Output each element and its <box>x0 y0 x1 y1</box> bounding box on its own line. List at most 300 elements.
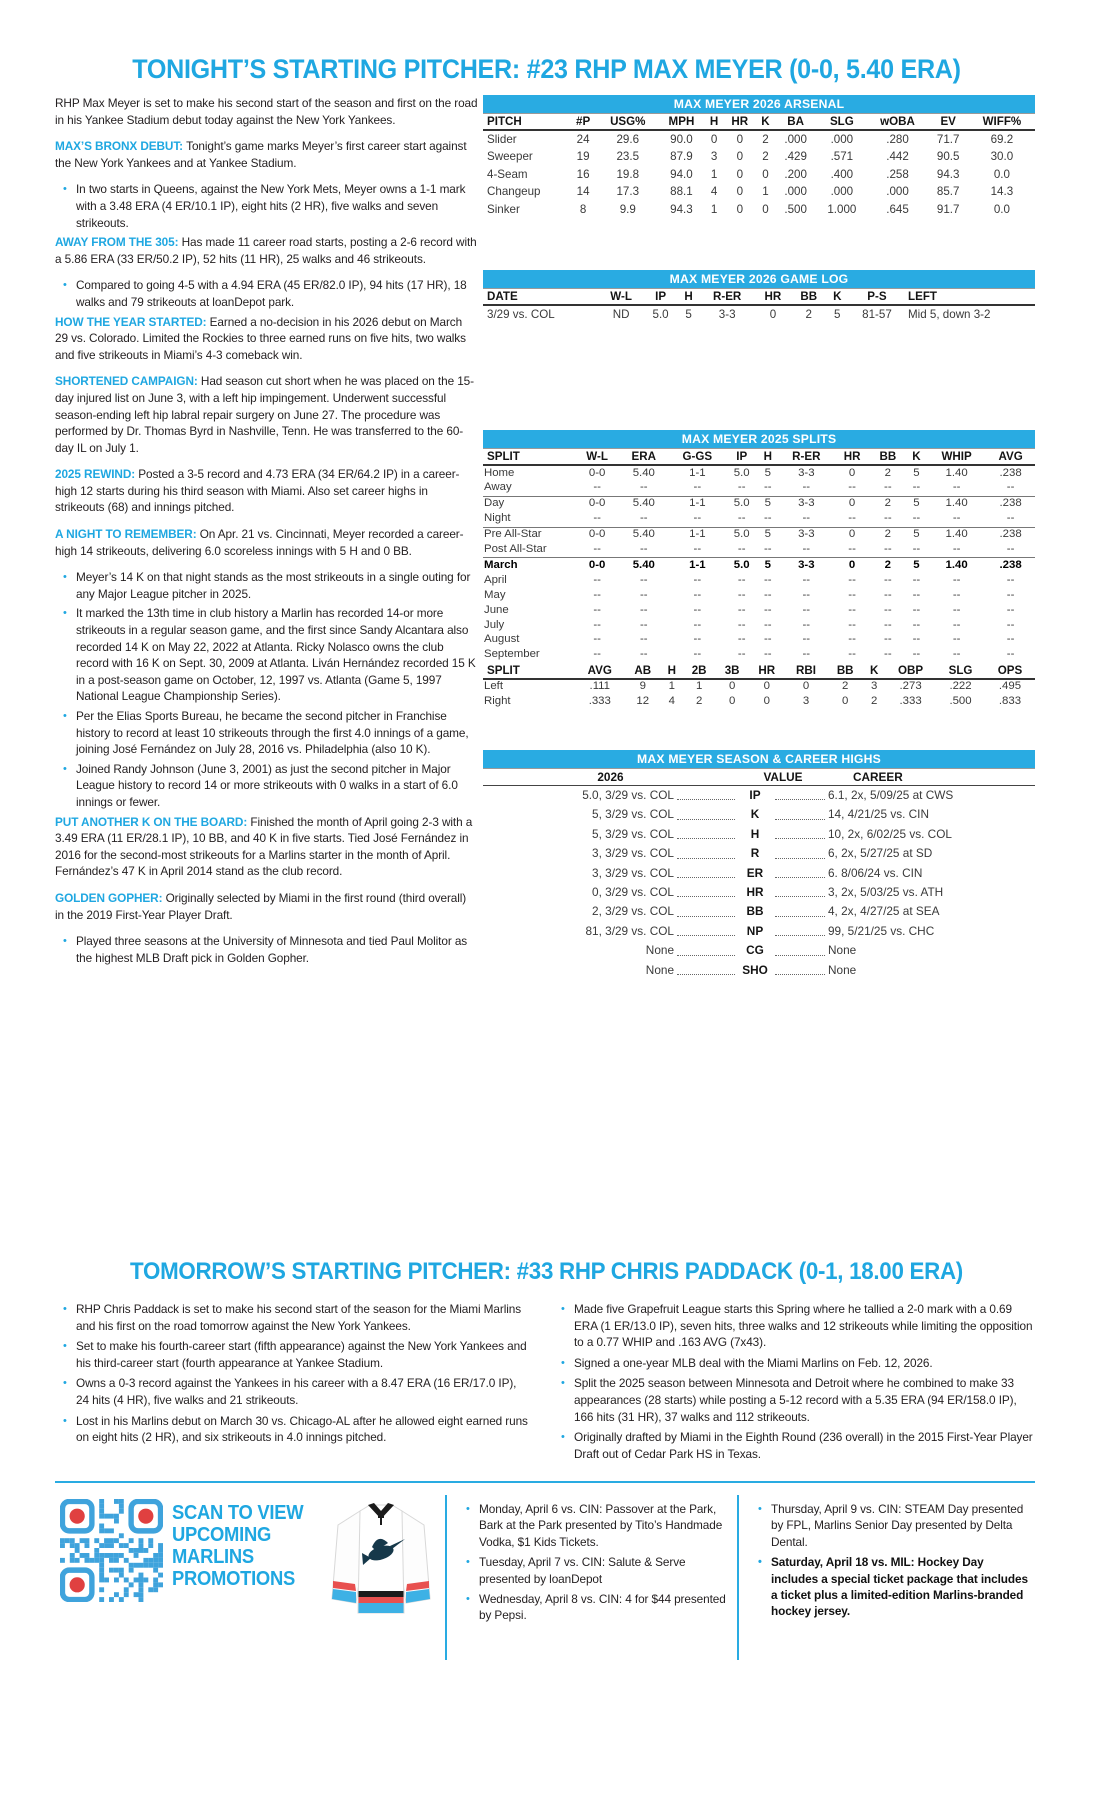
table-cell: Pre All-Star <box>484 528 542 541</box>
table-cell: -- <box>693 648 702 661</box>
stat-abbreviation: ER <box>746 865 764 880</box>
table-cell: 1.40 <box>945 558 968 571</box>
table-cell: -- <box>952 633 961 646</box>
table-cell: 3 <box>802 695 810 708</box>
table-cell: 0 <box>848 497 856 510</box>
note-paragraph: 2025 REWIND: Posted a 3-5 record and 4.73 ERA (34 ER/64.2 IP) in a career-high 12 starts during his third season with Miami. Also set career highs in strikeouts (68) and innings pitched. <box>55 467 460 515</box>
table-cell: -- <box>778 543 834 558</box>
table-cell: 0 <box>710 132 718 146</box>
tomorrow-starter-title: TOMORROW’S STARTING PITCHER: #33 RHP CHRIS PADDACK (0-1, 18.00 ERA) <box>130 1258 963 1285</box>
table-cell: -- <box>912 603 921 616</box>
table-cell: -- <box>848 648 856 661</box>
column-header: OPS <box>985 663 1035 679</box>
table-cell: 91.7 <box>936 202 960 216</box>
table-cell: 3 <box>710 150 718 163</box>
table-cell: -- <box>870 481 906 496</box>
column-header: DATE <box>483 289 599 306</box>
table-cell: 16 <box>576 167 590 181</box>
stat-abbreviation: K <box>750 807 760 822</box>
note-paragraph: AWAY FROM THE 305: Has made 11 career road starts, posting a 2-6 record with a 5.86 ERA (33 ER/50.2 IP), 52 hits (11 HR), 25 walks and 46 strikeouts. <box>55 235 477 266</box>
note-bullet: • Split the 2025 season between Minnesota and Detroit where he combined to make 33 appearances (28 starts) while posting a 5-12 record with a 5.35 ERA (94 ER/158.0 IP), 166 hits (31 HR), 37 walks and 112 strikeouts. <box>557 1375 1035 1425</box>
season-high-value: None <box>483 941 738 960</box>
table-cell: 1-1 <box>689 497 706 510</box>
table-cell: -- <box>778 481 834 496</box>
table-cell: June <box>484 603 509 616</box>
table-cell: 90.5 <box>936 150 960 163</box>
table-cell: 30.0 <box>990 150 1014 163</box>
table-cell: -- <box>726 512 757 527</box>
table-cell: 0 <box>763 680 770 693</box>
scan-text-line: UPCOMING <box>172 1524 272 1546</box>
stat-abbreviation: NP <box>746 923 764 938</box>
table-cell: .258 <box>886 167 909 181</box>
career-high-value: 99, 5/21/25 vs. CHC <box>772 922 1035 941</box>
table-cell: -- <box>927 481 986 496</box>
table-cell: 0 <box>848 558 856 571</box>
table-cell: 1 <box>762 185 769 198</box>
column-header: W-L <box>599 289 643 306</box>
table-cell: -- <box>1006 603 1015 616</box>
table-cell: -- <box>884 648 892 661</box>
table-cell: 3-3 <box>798 558 815 571</box>
column-header: BB <box>827 663 863 679</box>
table-cell: .000 <box>830 185 854 198</box>
table-cell: 0 <box>802 680 810 693</box>
table-cell: 0 <box>763 695 770 708</box>
season-high-value: 3, 3/29 vs. COL <box>483 864 738 883</box>
table-header-row <box>483 289 1035 306</box>
table-cell: -- <box>763 573 772 586</box>
table-row <box>483 512 1035 527</box>
table-cell: -- <box>619 481 668 496</box>
table-cell: -- <box>668 481 726 496</box>
table-cell: -- <box>757 512 778 527</box>
table-cell: Mid 5, down 3-2 <box>908 307 991 321</box>
column-header: AVG <box>575 663 625 679</box>
table-cell: .442 <box>886 150 909 163</box>
dotted-leader <box>677 877 735 878</box>
table-cell: Sweeper <box>487 150 533 163</box>
table-row <box>483 496 1035 511</box>
table-header-row <box>483 663 1035 679</box>
column-header: IP <box>726 449 757 466</box>
table-cell: -- <box>639 573 648 586</box>
note-paragraph: A NIGHT TO REMEMBER: On Apr. 21 vs. Cincinnati, Meyer recorded a career-high 14 strikeouts, delivering 6.0 scoreless innings with 5 H and 0 BB. <box>55 527 464 558</box>
table-cell: -- <box>693 633 702 646</box>
table-cell: 19 <box>576 150 590 163</box>
dotted-leader <box>677 799 735 800</box>
table-cell: 2 <box>871 695 878 708</box>
table-cell: .571 <box>830 150 854 163</box>
column-header: SPLIT <box>483 663 575 679</box>
table-cell: 14.3 <box>990 185 1014 198</box>
table-cell: 1-1 <box>689 558 706 571</box>
highs-col-2026: 2026 <box>597 770 624 784</box>
column-header: SPLIT <box>483 449 575 466</box>
column-header: AB <box>625 663 661 679</box>
column-header: K <box>863 663 885 679</box>
table-cell: 1.40 <box>945 528 968 541</box>
table-cell: -- <box>737 588 746 601</box>
dotted-leader <box>677 819 735 820</box>
table-cell: ND <box>612 307 630 321</box>
table-cell: 5.40 <box>632 528 655 541</box>
career-high-row <box>483 844 1035 863</box>
splits-table-title: MAX MEYER 2025 SPLITS <box>483 430 1035 448</box>
column-header: USG% <box>597 114 658 131</box>
column-header: AVG <box>986 449 1035 466</box>
table-cell: 85.7 <box>936 185 960 198</box>
table-cell: -- <box>593 573 601 586</box>
table-row <box>483 543 1035 558</box>
table-row <box>483 130 1035 149</box>
table-cell: 1.40 <box>945 497 968 510</box>
note-lead: A NIGHT TO REMEMBER: <box>55 527 200 542</box>
table-cell: .238 <box>999 497 1022 510</box>
tonight-starter-title: TONIGHT’S STARTING PITCHER: #23 RHP MAX MEYER (0-0, 5.40 ERA) <box>132 54 961 84</box>
table-cell: 5 <box>685 307 692 321</box>
table-cell: .333 <box>588 695 611 708</box>
table-cell: 0 <box>762 202 769 216</box>
table-cell: -- <box>1006 618 1015 631</box>
table-cell: April <box>484 573 507 586</box>
table-cell: -- <box>575 543 619 558</box>
table-cell: -- <box>848 588 856 601</box>
career-high-value: 10, 2x, 6/02/25 vs. COL <box>772 825 1035 844</box>
tomorrow-notes-right-column <box>553 1300 1035 1466</box>
table-cell: 29.6 <box>616 132 640 146</box>
qr-code <box>60 1499 163 1602</box>
column-header: K <box>827 289 848 306</box>
table-cell: 5.40 <box>632 497 655 510</box>
column-header: P-S <box>848 289 906 306</box>
table-row <box>483 305 1035 324</box>
highs-table-title: MAX MEYER SEASON & CAREER HIGHS <box>483 750 1035 768</box>
table-cell: 19.8 <box>616 167 640 181</box>
column-header: W-L <box>575 449 619 466</box>
table-cell: -- <box>668 512 726 527</box>
table-cell: -- <box>927 543 986 558</box>
table-cell: 0 <box>736 202 744 216</box>
column-header: R-ER <box>778 449 834 466</box>
table-cell: .238 <box>999 528 1022 541</box>
table-row <box>483 149 1035 167</box>
table-cell: -- <box>619 543 668 558</box>
stat-table <box>483 448 1035 663</box>
table-cell: .222 <box>949 680 972 693</box>
table-cell: .238 <box>999 558 1022 571</box>
table-row <box>483 481 1035 496</box>
table-cell: 0-0 <box>588 497 606 510</box>
dotted-leader <box>775 974 825 975</box>
note-bullet: • Per the Elias Sports Bureau, he became the second pitcher in Franchise history to record at least 10 strikeouts through the first 4.0 innings of a game, joining José Fernández on July 28, 2016 vs. Philadelphia (also 10 K). <box>59 708 478 758</box>
table-cell: 0 <box>848 466 856 479</box>
table-cell: -- <box>1006 648 1015 661</box>
table-cell: 0 <box>848 528 856 541</box>
column-header: 2B <box>683 663 716 679</box>
qr-code-image <box>60 1499 163 1602</box>
table-cell: 0 <box>736 185 744 198</box>
column-header: HR <box>724 114 756 131</box>
table-cell: -- <box>737 618 746 631</box>
table-cell: .000 <box>784 132 807 146</box>
table-cell: 5 <box>913 497 920 510</box>
table-cell: -- <box>884 603 892 616</box>
promotion-item: • Saturday, April 18 vs. MIL: Hockey Day includes a special ticket package that includes a ticket plus a limited-edition Marlins-branded hockey jersey. <box>754 1554 1032 1620</box>
table-cell: 5.40 <box>632 558 655 571</box>
stat-table <box>483 113 1035 219</box>
table-cell: 94.3 <box>670 202 693 216</box>
table-cell: 3/29 vs. COL <box>487 307 555 321</box>
note-lead: HOW THE YEAR STARTED: <box>55 314 210 329</box>
table-cell: -- <box>593 648 601 661</box>
column-header: wOBA <box>867 114 927 131</box>
table-cell: 81-57 <box>862 307 892 321</box>
highs-col-value: VALUE <box>763 770 803 784</box>
table-cell: 1.000 <box>827 202 857 216</box>
stat-table <box>483 288 1035 324</box>
note-paragraph: HOW THE YEAR STARTED: Earned a no-decision in his 2026 debut on March 29 vs. Colorado. Limited the Rockies to three earned runs on five hits, two walks and five strikeouts in Miami’s 4-3 comeback win. <box>55 314 466 362</box>
career-high-row <box>483 805 1035 824</box>
table-cell: 2 <box>695 695 703 708</box>
table-cell: July <box>484 618 505 631</box>
table-cell: 1-1 <box>689 528 706 541</box>
table-cell: .400 <box>830 167 854 181</box>
note-bullet: • Set to make his fourth-career start (fifth appearance) against the New York Yankees and his third-career start (fourth appearance at Yankee Stadium. <box>59 1338 530 1371</box>
dotted-leader <box>775 799 825 800</box>
table-cell: 5.0 <box>652 307 669 321</box>
stat-abbreviation: CG <box>746 943 764 958</box>
table-cell: -- <box>952 648 961 661</box>
table-cell: 1.40 <box>945 466 968 479</box>
table-cell: .273 <box>899 680 922 693</box>
intro-paragraph: RHP Max Meyer is set to make his second start of the season and first on the road in his Yankee Stadium debut today against the New York Yankees. <box>55 96 478 127</box>
promotion-item: • Monday, April 6 vs. CIN: Passover at the Park, Bark at the Park presented by Tito’s Handmade Vodka, $1 Kids Tickets. <box>462 1501 726 1550</box>
table-cell: -- <box>763 633 772 646</box>
note-lead: GOLDEN GOPHER: <box>55 890 166 905</box>
dotted-leader <box>677 935 735 936</box>
table-cell: 0-0 <box>588 466 606 479</box>
table-cell: 5.0 <box>733 497 750 510</box>
season-career-highs-table <box>483 750 1035 980</box>
note-paragraph: MAX’S BRONX DEBUT: Tonight’s game marks Meyer’s first career start against the New York Yankees and at Yankee Stadium. <box>55 139 467 170</box>
table-cell: 0 <box>762 167 769 181</box>
table-cell: -- <box>1006 573 1015 586</box>
table-row <box>483 633 1035 648</box>
column-header: H <box>705 114 724 131</box>
table-cell: 0 <box>736 150 744 163</box>
table-cell: -- <box>906 543 927 558</box>
scan-text-line: MARLINS <box>172 1546 254 1568</box>
table-cell: Day <box>484 497 505 510</box>
table-cell: Sinker <box>487 202 520 216</box>
jersey-graphic <box>330 1495 432 1625</box>
table-cell: -- <box>726 481 757 496</box>
table-cell: 94.0 <box>670 167 693 181</box>
note-bullet: • Played three seasons at the University of Minnesota and tied Paul Molitor as the highest MLB Draft pick in Golden Gopher. <box>59 933 478 966</box>
table-cell: 24 <box>576 132 590 146</box>
table-row <box>483 695 1035 710</box>
table-cell: -- <box>848 573 856 586</box>
table-cell: Home <box>484 466 515 479</box>
table-row <box>483 558 1035 573</box>
table-cell: .000 <box>830 132 854 146</box>
table-row <box>483 527 1035 542</box>
table-cell: -- <box>763 603 772 616</box>
table-cell: -- <box>593 618 601 631</box>
table-cell: -- <box>693 618 702 631</box>
table-cell: 1 <box>710 202 718 216</box>
table-cell: 3-3 <box>718 307 736 321</box>
dotted-leader <box>677 838 735 839</box>
dotted-leader <box>677 974 735 975</box>
stat-table <box>483 663 1035 710</box>
table-cell: -- <box>952 603 961 616</box>
table-cell: 2 <box>884 497 892 510</box>
table-cell: -- <box>802 648 811 661</box>
note-bullet: • Lost in his Marlins debut on March 30 vs. Chicago-AL after he allowed eight earned runs on eight hits (2 HR), and six strikeouts in 4.0 innings pitched. <box>59 1413 530 1446</box>
column-header: BA <box>775 114 816 131</box>
table-cell: Night <box>483 512 575 527</box>
table-row <box>483 573 1035 588</box>
table-cell: Changeup <box>487 185 541 198</box>
scan-text-line: SCAN TO VIEW <box>172 1502 304 1524</box>
table-cell: 5 <box>913 466 920 479</box>
column-header: OBP <box>885 663 936 679</box>
table-cell: -- <box>639 648 648 661</box>
table-cell: Right <box>484 695 511 708</box>
table-cell: 0.0 <box>993 167 1010 181</box>
splits-table <box>483 430 1035 710</box>
table-cell: .000 <box>784 185 807 198</box>
table-cell: -- <box>906 512 927 527</box>
column-header: H <box>661 663 683 679</box>
career-high-value: 14, 4/21/25 vs. CIN <box>772 805 1035 824</box>
game-log-table-title: MAX MEYER 2026 GAME LOG <box>483 270 1035 288</box>
table-row <box>483 184 1035 202</box>
table-cell: -- <box>802 573 811 586</box>
column-header: SLG <box>936 663 985 679</box>
column-header: HR <box>749 663 785 679</box>
table-cell: -- <box>927 512 986 527</box>
scan-to-view-text <box>172 1502 310 1590</box>
table-cell: .111 <box>589 680 611 693</box>
table-cell: -- <box>593 588 601 601</box>
table-cell: -- <box>737 648 746 661</box>
table-cell: 0 <box>728 680 736 693</box>
table-cell: -- <box>693 573 702 586</box>
table-cell: 14 <box>576 185 590 198</box>
table-cell: -- <box>952 588 961 601</box>
dotted-leader <box>775 838 825 839</box>
table-cell: 0.0 <box>993 202 1010 216</box>
table-cell: -- <box>884 618 892 631</box>
dotted-leader <box>775 896 825 897</box>
table-cell: -- <box>575 481 619 496</box>
stat-abbreviation: R <box>750 846 760 861</box>
table-cell: -- <box>639 633 648 646</box>
career-high-row <box>483 961 1035 980</box>
table-cell: .200 <box>784 167 807 181</box>
column-header: ERA <box>619 449 668 466</box>
table-cell: -- <box>763 648 772 661</box>
table-row <box>483 588 1035 603</box>
season-high-value: 5, 3/29 vs. COL <box>483 825 738 844</box>
note-bullet: • Originally drafted by Miami in the Eighth Round (236 overall) in the 2015 First-Year Player Draft out of Cedar Park HS in Texas. <box>557 1429 1035 1462</box>
dotted-leader <box>775 819 825 820</box>
table-cell: -- <box>693 588 702 601</box>
stat-abbreviation: BB <box>746 904 764 919</box>
season-high-value: 5, 3/29 vs. COL <box>483 805 738 824</box>
table-cell: -- <box>986 481 1035 496</box>
column-header: G-GS <box>668 449 726 466</box>
highs-rows <box>483 786 1035 980</box>
table-row <box>483 166 1035 184</box>
dotted-leader <box>677 916 735 917</box>
stat-abbreviation: H <box>750 826 760 841</box>
table-cell: -- <box>639 588 648 601</box>
table-header-row <box>483 114 1035 131</box>
table-cell: 5.0 <box>733 558 750 571</box>
career-high-value: None <box>772 961 1035 980</box>
notes-sections <box>55 138 478 966</box>
table-cell: .238 <box>999 466 1022 479</box>
table-cell: -- <box>639 603 648 616</box>
footer-vertical-divider-2 <box>737 1495 739 1660</box>
table-row <box>483 618 1035 633</box>
tonight-notes-column <box>55 95 478 969</box>
promotion-item: • Wednesday, April 8 vs. CIN: 4 for $44 presented by Pepsi. <box>462 1591 726 1624</box>
column-header: WHIP <box>927 449 986 466</box>
table-cell: 5 <box>913 528 920 541</box>
table-cell: -- <box>848 618 856 631</box>
note-lead: 2025 REWIND: <box>55 467 139 482</box>
table-cell: 1 <box>710 167 718 181</box>
table-cell: -- <box>1006 633 1015 646</box>
column-header: #P <box>569 114 597 131</box>
column-header: IP <box>643 289 678 306</box>
table-cell: -- <box>763 618 772 631</box>
arsenal-table <box>483 95 1035 219</box>
career-high-row <box>483 786 1035 805</box>
table-cell: -- <box>757 481 778 496</box>
table-cell: 3-3 <box>798 466 815 479</box>
season-high-value: 2, 3/29 vs. COL <box>483 902 738 921</box>
highs-header-row <box>483 768 1035 786</box>
table-cell: -- <box>575 512 619 527</box>
table-cell: 8 <box>579 202 587 216</box>
table-cell: .495 <box>998 680 1022 693</box>
table-cell: -- <box>802 588 811 601</box>
stat-abbreviation: IP <box>749 788 761 802</box>
table-cell: -- <box>737 633 746 646</box>
column-header: WIFF% <box>969 114 1035 131</box>
table-cell: -- <box>726 543 757 558</box>
table-cell: -- <box>834 512 870 527</box>
note-lead: AWAY FROM THE 305: <box>55 235 182 250</box>
table-cell: 5.0 <box>733 528 750 541</box>
dotted-leader <box>775 935 825 936</box>
table-cell: -- <box>737 603 746 616</box>
column-header: LEFT <box>906 289 1035 306</box>
table-cell: 0 <box>728 695 736 708</box>
career-high-row <box>483 922 1035 941</box>
stat-abbreviation: SHO <box>742 962 768 977</box>
career-high-value: 6, 2x, 5/27/25 at SD <box>772 844 1035 863</box>
promotions-column-2 <box>750 1500 1032 1624</box>
column-header: EV <box>928 114 969 131</box>
career-high-row <box>483 941 1035 960</box>
